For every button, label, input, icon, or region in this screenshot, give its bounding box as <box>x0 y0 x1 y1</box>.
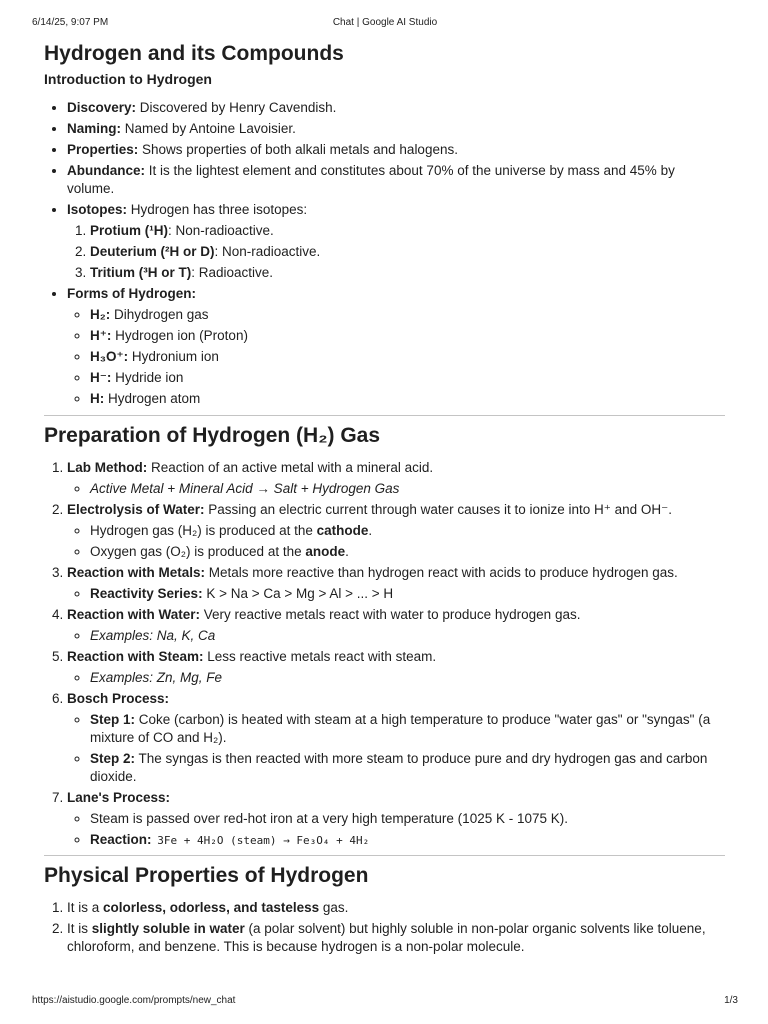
isotope-item: 2. Deuterium (²H or D): Non-radioactive. <box>90 243 725 261</box>
section-divider <box>44 415 725 416</box>
forms-list <box>67 306 725 408</box>
sublist <box>67 711 725 786</box>
list-item-properties: • Properties: Shows properties of both alkali metals and halogens. <box>67 141 725 159</box>
sub-item: ◦ Step 2: The syngas is then reacted with more steam to produce pure and dry hydrogen gas and carbon dioxide. <box>90 750 725 786</box>
print-url: https://aistudio.google.com/prompts/new_chat <box>32 995 236 1006</box>
form-item: ◦ H₃O⁺: Hydronium ion <box>90 348 725 366</box>
sub-item: ◦ Examples: Zn, Mg, Fe <box>90 669 725 687</box>
physical-list <box>44 899 725 956</box>
sublist <box>67 522 725 561</box>
method-bosch: 6. Bosch Process: ◦ Step 1: Coke (carbon) is heated with steam at a high temperature to produce "water gas" or "syngas" (a mixture of CO and H₂). ◦ Step 2: The syngas is then reacted with more steam to produce pure and dry hydrogen gas and carbon dioxide. <box>67 690 725 786</box>
sub-item: ◦ Oxygen gas (O₂) is produced at the anode. <box>90 543 725 561</box>
print-footer <box>32 995 738 1009</box>
physical-item: 2. It is slightly soluble in water (a polar solvent) but highly soluble in non-polar organic solvents like toluene, chloroform, and benzene. This is because hydrogen is a non-polar molecule. <box>67 920 725 956</box>
sublist <box>67 669 725 687</box>
method-water: 4. Reaction with Water: Very reactive metals react with water to produce hydrogen gas. ◦ Examples: Na, K, Ca <box>67 606 725 645</box>
form-item: ◦ H⁻: Hydride ion <box>90 369 725 387</box>
isotopes-list <box>67 222 725 282</box>
reaction-code: 3Fe + 4H₂O (steam) → Fe₃O₄ + 4H₂ <box>157 834 370 847</box>
physical-heading: Physical Properties of Hydrogen <box>44 864 369 887</box>
sub-item: ◦ Examples: Na, K, Ca <box>90 627 725 645</box>
sublist <box>67 480 725 498</box>
intro-list <box>44 99 725 408</box>
print-header <box>32 17 738 31</box>
sub-item: ◦ Step 1: Coke (carbon) is heated with steam at a high temperature to produce "water gas" or "syngas" (a mixture of CO and H₂). <box>90 711 725 747</box>
preparation-heading: Preparation of Hydrogen (H₂) Gas <box>44 424 381 447</box>
list-item-discovery: • Discovery: Discovered by Henry Cavendish. <box>67 99 725 117</box>
sublist <box>67 585 725 603</box>
form-item: ◦ H⁺: Hydrogen ion (Proton) <box>90 327 725 345</box>
form-item: ◦ H₂: Dihydrogen gas <box>90 306 725 324</box>
sub-item: ◦ Steam is passed over red-hot iron at a very high temperature (1025 K - 1075 K). <box>90 810 725 828</box>
isotope-item: 3. Tritium (³H or T): Radioactive. <box>90 264 725 282</box>
method-lab: 1. Lab Method: Reaction of an active metal with a mineral acid. ◦ Active Metal + Mineral Acid → Salt + Hydrogen Gas <box>67 459 725 498</box>
isotope-item: 1. Protium (¹H): Non-radioactive. <box>90 222 725 240</box>
sub-item: ◦ Active Metal + Mineral Acid → Salt + Hydrogen Gas <box>90 480 725 498</box>
list-item-abundance: • Abundance: It is the lightest element and constitutes about 70% of the universe by mass and 45% by volume. <box>67 162 725 198</box>
print-datetime: 6/14/25, 9:07 PM <box>32 17 109 28</box>
print-page-title: Chat | Google AI Studio <box>332 17 438 28</box>
list-item-forms: • Forms of Hydrogen: ◦ H₂: Dihydrogen gas ◦ H⁺: Hydrogen ion (Proton) ◦ H₃O⁺: Hydronium ion ◦ H⁻: Hydride ion ◦ H: Hydrogen atom <box>67 285 725 408</box>
method-electrolysis: 2. Electrolysis of Water: Passing an electric current through water causes it to ionize into H⁺ and OH⁻. ◦ Hydrogen gas (H₂) is produced at the cathode. ◦ Oxygen gas (O₂) is produced at the anode. <box>67 501 725 561</box>
page-title: Hydrogen and its Compounds <box>44 42 344 65</box>
sub-item: ◦ Reaction: 3Fe + 4H₂O (steam) → Fe₃O₄ + 4H₂ <box>90 831 725 850</box>
sublist <box>67 627 725 645</box>
method-steam: 5. Reaction with Steam: Less reactive metals react with steam. ◦ Examples: Zn, Mg, Fe <box>67 648 725 687</box>
document-content <box>44 40 725 959</box>
sub-item: ◦ Hydrogen gas (H₂) is produced at the cathode. <box>90 522 725 540</box>
preparation-list <box>44 459 725 850</box>
print-page-number: 1/3 <box>724 995 738 1006</box>
section-divider <box>44 855 725 856</box>
method-metals: 3. Reaction with Metals: Metals more reactive than hydrogen react with acids to produce hydrogen gas. ◦ Reactivity Series: K > Na > Ca > Mg > Al > ... > H <box>67 564 725 603</box>
sub-item: ◦ Reactivity Series: K > Na > Ca > Mg > Al > ... > H <box>90 585 725 603</box>
method-lane: 7. Lane's Process: ◦ Steam is passed over red-hot iron at a very high temperature (1025 K - 1075 K). ◦ Reaction: 3Fe + 4H₂O (steam) → Fe₃O₄ + 4H₂ <box>67 789 725 850</box>
list-item-isotopes: • Isotopes: Hydrogen has three isotopes: 1. Protium (¹H): Non-radioactive. 2. Deuterium (²H or D): Non-radioactive. 3. Tritium (³H or T): Radioactive. <box>67 201 725 282</box>
physical-item: 1. It is a colorless, odorless, and tasteless gas. <box>67 899 725 917</box>
intro-heading: Introduction to Hydrogen <box>44 71 212 87</box>
sublist <box>67 810 725 850</box>
form-item: ◦ H: Hydrogen atom <box>90 390 725 408</box>
list-item-naming: • Naming: Named by Antoine Lavoisier. <box>67 120 725 138</box>
